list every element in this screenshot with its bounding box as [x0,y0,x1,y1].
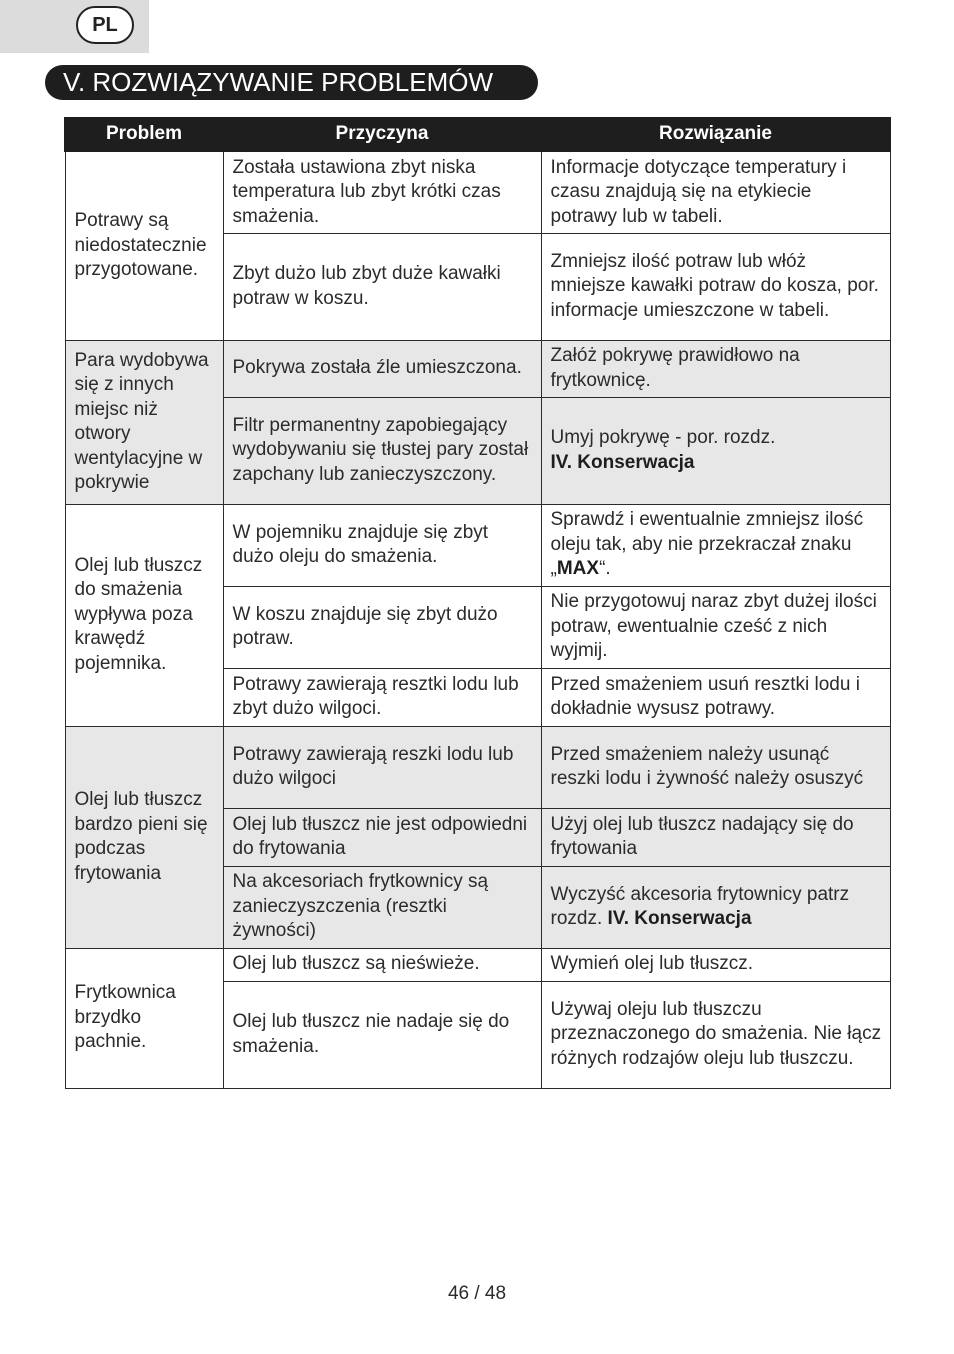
solution-cell: Wymień olej lub tłuszcz. [541,948,890,981]
cause-cell: Pokrywa została źle umieszczona. [223,340,541,397]
solution-cell: Używaj oleju lub tłuszczu przeznaczonego do smażenia. Nie łącz różnych rodzajów oleju lub tłuszczu. [541,981,890,1088]
solution-cell: Użyj olej lub tłuszcz nadający się do frytowania [541,808,890,866]
language-badge: PL [76,6,134,44]
solution-cell: Nie przygotowuj naraz zbyt dużej ilości potraw, ewentualnie cześć z nich wyjmij. [541,586,890,668]
cause-cell: Potrawy zawierają reszki lodu lub dużo wilgoci [223,726,541,808]
problem-cell: Olej lub tłuszcz bardzo pieni się podczas frytowania [65,726,223,948]
table-header-row [65,118,890,151]
solution-text: Umyj pokrywę - por. rozdz. [550,427,776,448]
cause-cell: Zbyt dużo lub zbyt duże kawałki potraw w koszu. [223,233,541,340]
cause-cell: Olej lub tłuszcz nie jest odpowiedni do frytowania [223,808,541,866]
header-cause: Przyczyna [223,118,541,151]
header-problem: Problem [65,118,223,151]
cause-cell: W pojemniku znajduje się zbyt dużo oleju do smażenia. [223,504,541,586]
troubleshooting-table [64,117,891,1089]
problem-cell: Para wydobywa się z innych miejsc niż otwory wentylacyjne w pokrywie [65,340,223,504]
section-title: V. ROZWIĄZYWANIE PROBLEMÓW [45,65,538,100]
cause-cell: Została ustawiona zbyt niska temperatura lub zbyt krótki czas smażenia. [223,151,541,233]
solution-reference: IV. Konserwacja [607,908,752,929]
table-row [65,504,890,586]
solution-text-end: “. [599,558,611,580]
solution-text: Sprawdź i ewentualnie zmniejsz ilość oleju tak, aby nie przekraczał znaku „ [550,509,864,580]
solution-cell: Zmniejsz ilość potraw lub włóż mniejsze kawałki potraw do kosza, por. informacje umieszczone w tabeli. [541,233,890,340]
solution-cell: Przed smażeniem należy usunąć reszki lodu i żywność należy osuszyć [541,726,890,808]
language-tab [0,0,149,53]
problem-cell: Olej lub tłuszcz do smażenia wypływa poza krawędź pojemnika. [65,504,223,726]
cause-cell: Potrawy zawierają resztki lodu lub zbyt dużo wilgoci. [223,668,541,726]
solution-cell: Przed smażeniem usuń resztki lodu i dokładnie wysusz potrawy. [541,668,890,726]
table-row [65,948,890,981]
solution-cell: Załóż pokrywę prawidłowo na frytkownicę. [541,340,890,397]
problem-cell: Potrawy są niedostatecznie przygotowane. [65,151,223,340]
cause-cell: Na akcesoriach frytkownicy są zanieczyszczenia (resztki żywności) [223,866,541,948]
problem-cell: Frytkownica brzydko pachnie. [65,948,223,1088]
solution-text: Wyczyść akcesoria frytownicy patrz rozdz. [550,883,850,929]
cause-cell: Olej lub tłuszcz nie nadaje się do smażenia. [223,981,541,1088]
solution-reference: IV. Konserwacja [550,451,695,473]
header-solution: Rozwiązanie [541,118,890,151]
troubleshooting-table-wrapper [64,117,889,1089]
cause-cell: Filtr permanentny zapobiegający wydobywaniu się tłustej pary został zapchany lub zanieczyszczony. [223,397,541,504]
cause-cell: W koszu znajduje się zbyt dużo potraw. [223,586,541,668]
table-row [65,151,890,233]
table-row [65,726,890,808]
solution-cell: Informacje dotyczące temperatury i czasu znajdują się na etykiecie potrawy lub w tabeli. [541,151,890,233]
page-number: 46 / 48 [447,1283,507,1304]
solution-cell [541,866,890,948]
solution-cell [541,504,890,586]
solution-max: MAX [556,558,600,580]
table-row [65,340,890,397]
solution-cell [541,397,890,504]
cause-cell: Olej lub tłuszcz są nieświeże. [223,948,541,981]
